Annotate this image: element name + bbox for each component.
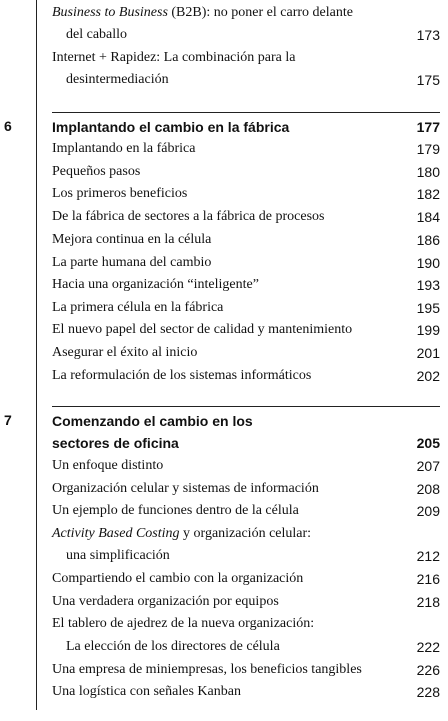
entry-title: Los primeros beneficios: [52, 186, 188, 201]
entry-title: Mejora continua en la célula: [52, 232, 212, 247]
entry-title: Implantando en la fábrica: [52, 141, 196, 156]
entry-title: Internet + Rapidez: La combinación para la: [52, 50, 296, 65]
toc-entry: [52, 253, 440, 273]
entry-page: 222: [416, 639, 440, 655]
entry-page: 202: [416, 368, 440, 384]
toc-entry: [52, 592, 440, 612]
toc-entry: [52, 275, 440, 295]
toc-entry: [52, 207, 440, 227]
toc-entry: [52, 501, 440, 521]
entry-page: 216: [416, 571, 440, 587]
entry-page: 179: [416, 141, 440, 157]
chapter-page: 177: [416, 119, 440, 135]
entry-title: Activity Based Costing y organización celular:: [52, 526, 312, 541]
entry-page: 186: [416, 232, 440, 248]
chapter-title: Implantando el cambio en la fábrica: [52, 119, 290, 135]
chapter-number-6: 6: [4, 118, 12, 134]
entry-page: 207: [416, 458, 440, 474]
toc-entry: [52, 660, 440, 680]
entry-page: 184: [416, 209, 440, 225]
entry-title: La elección de los directores de célula: [66, 639, 280, 654]
chapter-heading: [52, 117, 440, 137]
entry-title: desintermediación: [66, 72, 169, 87]
entry-page: 175: [416, 72, 440, 88]
entry-title: Pequeños pasos: [52, 164, 141, 179]
toc-entry: [52, 524, 440, 544]
toc-entry: [52, 162, 440, 182]
entry-title: La reformulación de los sistemas informáticos: [52, 368, 312, 383]
entry-page: 173: [416, 27, 440, 43]
toc-entry: [52, 48, 440, 68]
entry-title: El nuevo papel del sector de calidad y mantenimiento: [52, 322, 353, 337]
chapter-page: 205: [416, 435, 440, 451]
toc-entry: [66, 25, 440, 45]
toc-entry: [66, 546, 440, 566]
entry-title: Un enfoque distinto: [52, 458, 164, 473]
entry-title: Asegurar el éxito al inicio: [52, 345, 198, 360]
toc-entry: [66, 637, 440, 657]
toc-entry: [52, 3, 440, 23]
entry-page: 182: [416, 186, 440, 202]
entry-title: Una empresa de miniempresas, los beneficios tangibles: [52, 662, 362, 677]
toc-entry: [66, 70, 440, 90]
chapter-7-separator: [52, 406, 440, 407]
entry-title: Hacia una organización “inteligente”: [52, 277, 259, 292]
entry-title: Business to Business (B2B): no poner el carro delante: [52, 5, 353, 20]
toc-entry: [52, 184, 440, 204]
entry-page: 209: [416, 503, 440, 519]
entry-page: 180: [416, 164, 440, 180]
entry-page: 208: [416, 481, 440, 497]
entry-page: 195: [416, 300, 440, 316]
entry-page: 201: [416, 345, 440, 361]
chapter-title: Comenzando el cambio en los: [52, 413, 253, 429]
entry-title: Un ejemplo de funciones dentro de la célula: [52, 503, 299, 518]
entry-page: 193: [416, 277, 440, 293]
chapter-heading: [52, 411, 440, 431]
toc-entry: [52, 682, 440, 702]
toc-entry: [52, 320, 440, 340]
toc-entry: [52, 230, 440, 250]
toc-entry: [52, 479, 440, 499]
chapter-number-7: 7: [4, 412, 12, 428]
entry-title: La parte humana del cambio: [52, 255, 212, 270]
toc-entry: [52, 366, 440, 386]
toc-entry: [52, 343, 440, 363]
entry-page: 228: [416, 684, 440, 700]
chapter-6-separator: [52, 112, 440, 113]
toc-entry: [52, 569, 440, 589]
chapter-heading: [52, 433, 440, 453]
entry-title: Compartiendo el cambio con la organización: [52, 571, 304, 586]
chapter-title: sectores de oficina: [52, 435, 179, 451]
entry-title: una simplificación: [66, 548, 170, 563]
entry-page: 199: [416, 322, 440, 338]
entry-page: 218: [416, 594, 440, 610]
toc-entry: [52, 614, 440, 634]
entry-title: del caballo: [66, 27, 128, 42]
entry-title: De la fábrica de sectores a la fábrica de procesos: [52, 209, 325, 224]
entry-title: La primera célula en la fábrica: [52, 300, 224, 315]
entry-page: 212: [416, 548, 440, 564]
toc-entry: [52, 298, 440, 318]
entry-title: Organización celular y sistemas de información: [52, 481, 319, 496]
toc-entry: [52, 139, 440, 159]
entry-page: 190: [416, 255, 440, 271]
entry-title: Una verdadera organización por equipos: [52, 594, 279, 609]
entry-title: Una logística con señales Kanban: [52, 684, 241, 699]
entry-page: 226: [416, 662, 440, 678]
vertical-rule: [36, 0, 37, 710]
entry-title: El tablero de ajedrez de la nueva organización:: [52, 616, 315, 631]
toc-entry: [52, 456, 440, 476]
